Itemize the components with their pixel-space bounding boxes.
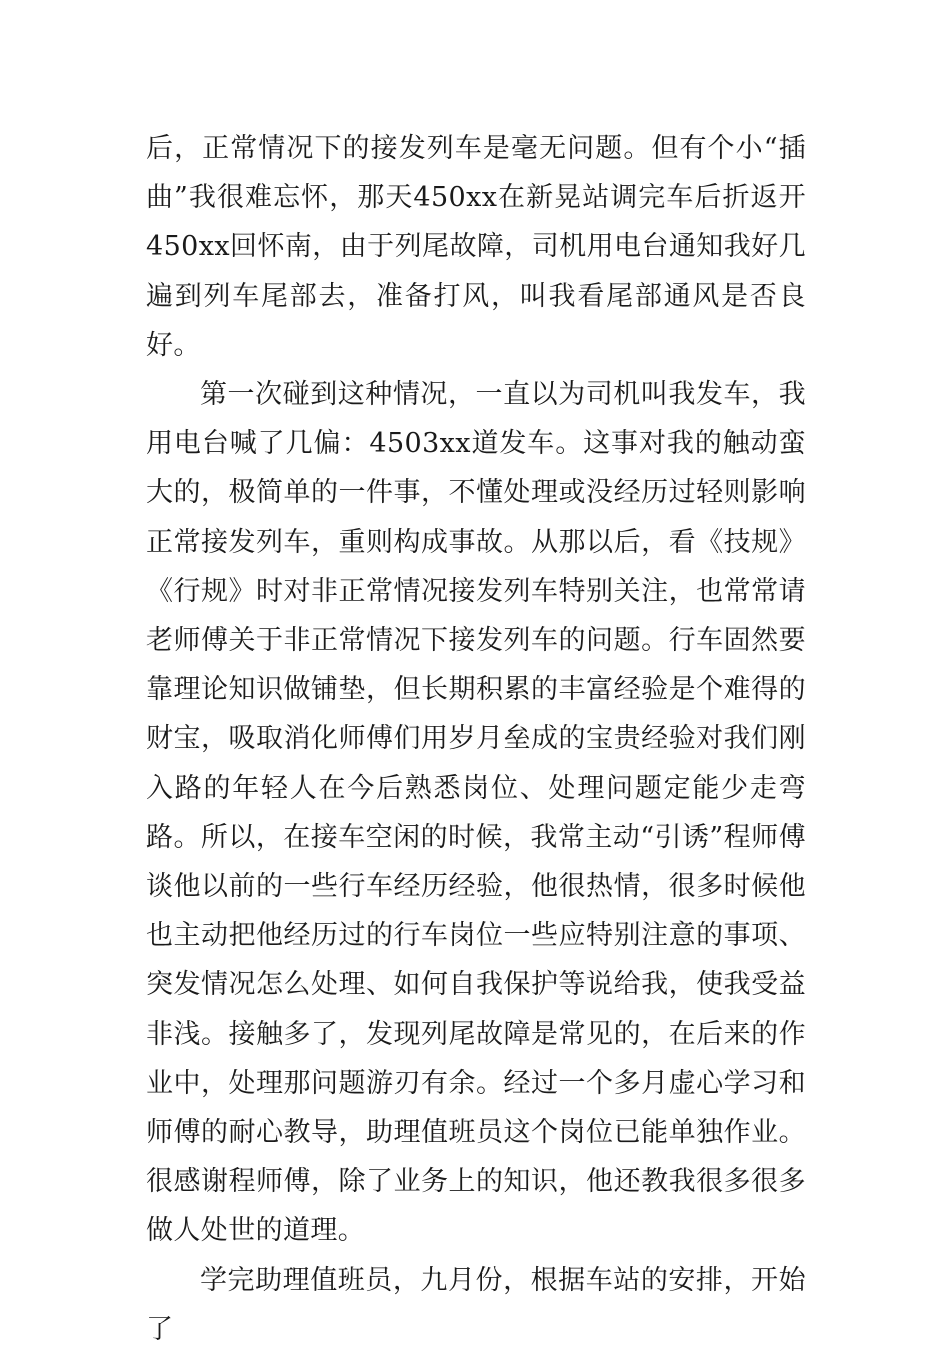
paragraph-3: 学完助理值班员，九月份，根据车站的安排，开始了 bbox=[146, 1264, 806, 1345]
paragraph-2: 第一次碰到这种情况，一直以为司机叫我发车，我用电台喊了几偏：4503xx道发车。这事对我的触动蛮大的，极简单的一件事，不懂处理或没经历过轻则影响正常接发列车，重则构成事故。从那以后，看《技规》《行规》时对非正常情况接发列车特别关注，也常常请老师傅关于非正常情况下接发列车的问题。行车固然要靠理论知识做铺垫，但长期积累的丰富经验是个难得的财宝，吸取消化师傅们用岁月垒成的宝贵经验对我们刚入路的年轻人在今后熟悉岗位、处理问题定能少走弯路。所以，在接车空闲的时候，我常主动“引诱”程师傅谈他以前的一些行车经历经验，他很热情，很多时候他也主动把他经历过的行车岗位一些应特别注意的事项、突发情况怎么处理、如何自我保护等说给我，使我受益非浅。接触多了，发现列尾故障是常见的，在后来的作业中，处理那问题游刃有余。经过一个多月虚心学习和师傅的耐心教导，助理值班员这个岗位已能单独作业。很感谢程师傅，除了业务上的知识，他还教我很多很多做人处世的道理。 bbox=[146, 379, 806, 1247]
document-body bbox=[146, 124, 806, 1354]
paragraph-1: 后，正常情况下的接发列车是毫无问题。但有个小“插曲”我很难忘怀，那天450xx在新晃站调完车后折返开450xx回怀南，由于列尾故障，司机用电台通知我好几遍到列车尾部去，准备打风，叫我看尾部通风是否良好。 bbox=[146, 133, 806, 361]
